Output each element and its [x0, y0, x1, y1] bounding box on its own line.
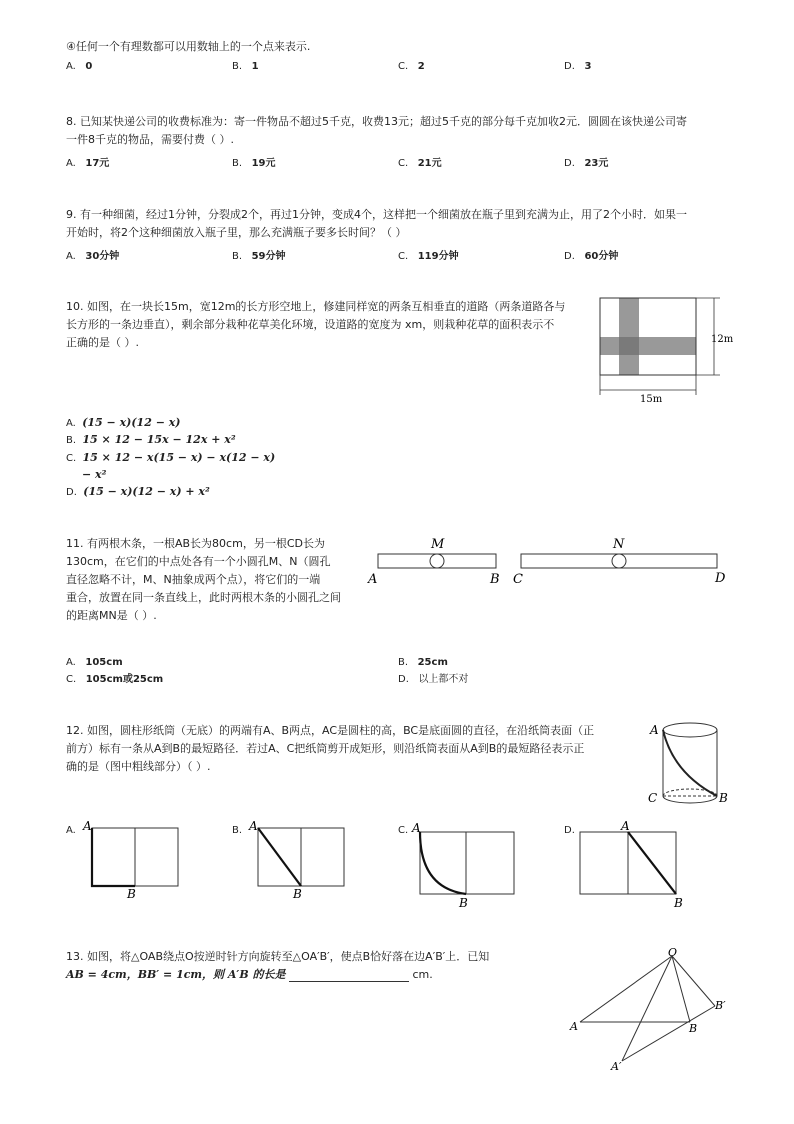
label-a-prime: A′	[611, 1060, 622, 1073]
q13-line1: 13. 如图，将△OAB绕点O按逆时针方向旋转至△OA′B′，使点B恰好落在边A′B′上．已知	[66, 950, 490, 963]
q11-line2: 130cm，在它们的中点处各有一个小圆孔M、N（圆孔	[66, 555, 331, 568]
q9-option-d[interactable]: D. 60分钟	[564, 251, 619, 262]
q7-option-d[interactable]: D. 3	[564, 61, 592, 72]
q12-cylinder-figure	[645, 718, 735, 810]
label-a: A	[650, 723, 659, 737]
label-a: A	[368, 572, 378, 587]
q12-option-a-figure[interactable]	[80, 818, 185, 900]
q7-statement: ④任何一个有理数都可以用数轴上的一个点来表示.	[66, 40, 311, 53]
height-label: 12m	[711, 334, 734, 345]
svg-text:B: B	[127, 887, 136, 901]
hole-m	[430, 554, 444, 568]
q11-line4: 重合，放置在同一条直线上，此时两根木条的小圆孔之间	[66, 591, 341, 604]
q10-line1: 10. 如图，在一块长15m，宽12m的长方形空地上，修建同样宽的两条互相垂直的道路（两条道路各与	[66, 300, 566, 313]
q8-option-b[interactable]: B. 19元	[232, 158, 276, 169]
q12-option-d-figure[interactable]	[570, 818, 690, 910]
label-m: M	[431, 537, 445, 552]
q12-option-c-label[interactable]: C.	[398, 825, 409, 836]
q10-option-a[interactable]: A. (15 − x)(12 − x)	[66, 416, 181, 429]
q12-line3: 确的是（图中粗线部分）（ ）.	[66, 760, 211, 773]
q10-figure	[590, 290, 740, 405]
shortest-path	[663, 730, 717, 796]
q13-line2: AB = 4cm，BB′ = 1cm，则 A′B 的长是 cm.	[66, 968, 433, 981]
label-c: C	[648, 791, 658, 805]
q9-line2: 开始时，将2个这种细菌放入瓶子里，那么充满瓶子要多长时间？（ ）	[66, 226, 407, 239]
svg-text:B: B	[293, 887, 302, 901]
q8-option-c[interactable]: C. 21元	[398, 158, 442, 169]
q10-line3: 正确的是（ ）.	[66, 336, 139, 349]
label-n: N	[613, 537, 625, 552]
q7-option-b[interactable]: B. 1	[232, 61, 259, 72]
q9-option-c[interactable]: C. 119分钟	[398, 251, 459, 262]
svg-text:A: A	[621, 819, 630, 833]
svg-text:A: A	[412, 821, 421, 835]
label-c: C	[513, 572, 523, 587]
q10-option-c[interactable]: C. 15 × 12 − x(15 − x) − x(12 − x)	[66, 451, 276, 464]
width-label: 15m	[640, 394, 663, 405]
q10-option-c-cont: − x²	[82, 468, 107, 481]
label-b: B	[689, 1022, 698, 1035]
label-o: O	[668, 946, 678, 959]
q9-option-b[interactable]: B. 59分钟	[232, 251, 286, 262]
q11-option-b[interactable]: B. 25cm	[398, 657, 448, 668]
q10-line2: 长方形的一条边垂直），剩余部分栽种花草美化环境，设道路的宽度为 xm，则栽种花草的面积表示不	[66, 318, 555, 331]
q12-option-d-label[interactable]: D.	[564, 825, 575, 836]
road-overlap	[619, 337, 639, 355]
label-a: A	[570, 1020, 578, 1033]
road-vertical	[619, 298, 639, 375]
q11-line5: 的距离MN是（ ）.	[66, 609, 157, 622]
label-b-prime: B′	[715, 999, 726, 1012]
path-d	[628, 832, 676, 894]
q10-option-d[interactable]: D. (15 − x)(12 − x) + x²	[66, 485, 210, 498]
q12-line2: 前方）标有一条从A到B的最短路径．若过A、C把纸筒剪开成矩形，则沿纸筒表面从A到B的最短路径表示正	[66, 742, 585, 755]
path-a	[92, 828, 135, 886]
q10-option-b[interactable]: B. 15 × 12 − 15x − 12x + x²	[66, 433, 236, 446]
q9-line1: 9. 有一种细菌，经过1分钟，分裂成2个，再过1分钟，变成4个，这样把一个细菌放在瓶子里到充满为止，用了2个小时．如果一	[66, 208, 687, 221]
q11-option-a[interactable]: A. 105cm	[66, 657, 123, 668]
q8-line1: 8. 已知某快递公司的收费标准为：寄一件物品不超过5千克，收费13元；超过5千克的部分每千克加收2元．圆圆在该快递公司寄	[66, 115, 687, 128]
q11-line3: 直径忽略不计，M、N抽象成两个点），将它们的一端	[66, 573, 321, 586]
q11-figure	[365, 532, 740, 587]
q7-option-a[interactable]: A. 0	[66, 61, 93, 72]
svg-text:A: A	[249, 819, 258, 833]
field-rect	[600, 298, 696, 375]
q11-line1: 11. 有两根木条，一根AB长为80cm，另一根CD长为	[66, 537, 325, 550]
label-b: B	[719, 791, 728, 805]
svg-text:B: B	[459, 896, 468, 910]
hole-n	[612, 554, 626, 568]
q11-option-c[interactable]: C. 105cm或25cm	[66, 674, 164, 685]
label-d: D	[715, 571, 726, 586]
q8-option-a[interactable]: A. 17元	[66, 158, 110, 169]
q12-option-c-figure[interactable]	[408, 818, 518, 910]
label-b: B	[490, 572, 500, 587]
svg-text:A: A	[83, 819, 92, 833]
q12-option-b-figure[interactable]	[246, 818, 351, 900]
path-c	[420, 832, 466, 894]
q12-option-b-label[interactable]: B.	[232, 825, 243, 836]
path-b	[258, 828, 301, 886]
svg-text:B: B	[674, 896, 683, 910]
q12-line1: 12. 如图，圆柱形纸筒（无底）的两端有A、B两点，AC是圆柱的高，BC是底面圆的直径，在沿纸筒表面（正	[66, 724, 595, 737]
q12-option-a-label[interactable]: A.	[66, 825, 76, 836]
q11-option-d[interactable]: D. 以上都不对	[398, 674, 469, 685]
q8-line2: 一件8千克的物品，需要付费（ ）.	[66, 133, 234, 146]
road-horizontal	[600, 337, 696, 355]
q7-option-c[interactable]: C. 2	[398, 61, 425, 72]
q8-option-d[interactable]: D. 23元	[564, 158, 609, 169]
q9-option-a[interactable]: A. 30分钟	[66, 251, 120, 262]
answer-blank[interactable]	[289, 970, 409, 982]
q13-figure	[565, 948, 740, 1073]
